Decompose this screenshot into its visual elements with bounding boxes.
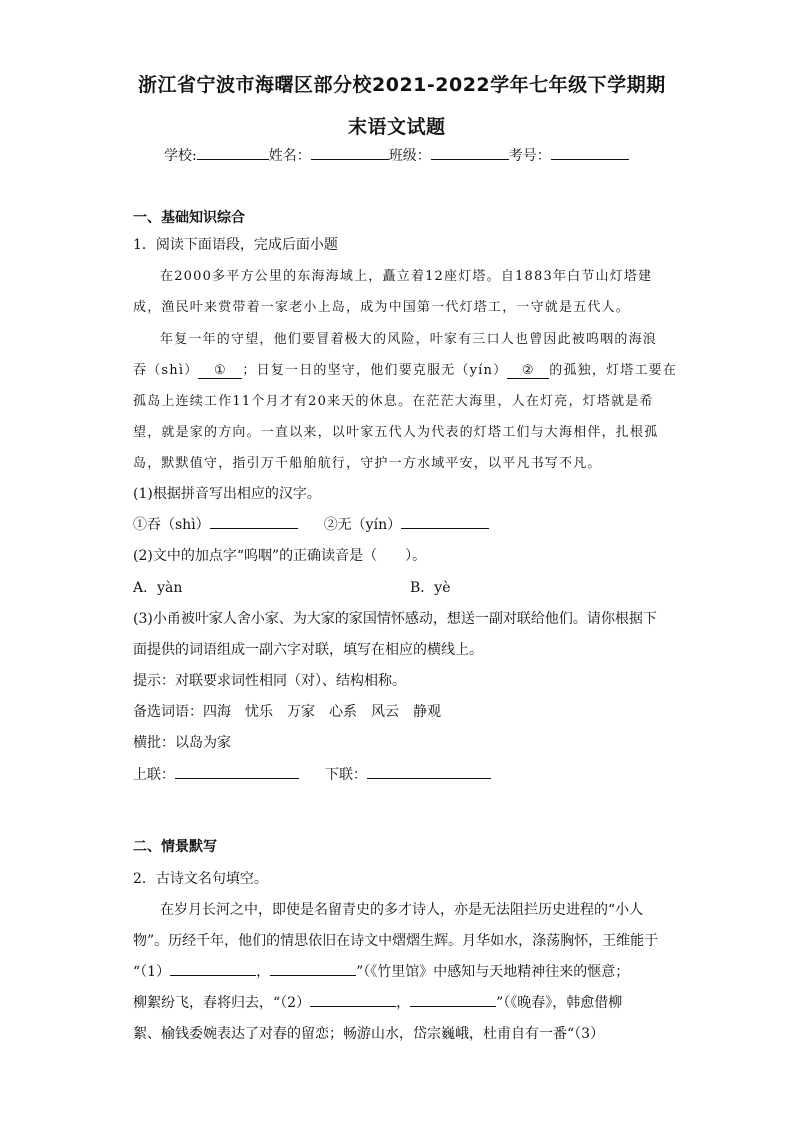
- number-blank[interactable]: [551, 145, 629, 160]
- sub-question-1: (1)根据拼音写出相应的汉字。: [133, 486, 321, 502]
- word-bank: 备选词语：四海 忧乐 万家 心系 风云 静观: [133, 704, 441, 720]
- section2-heading: 二、情景默写: [133, 839, 217, 855]
- shanglian-label: 上联：: [133, 767, 175, 783]
- blank-1-1[interactable]: [170, 961, 256, 976]
- q1-prompt: 1．阅读下面语段，完成后面小题: [133, 237, 338, 253]
- class-label: 班级：: [388, 148, 431, 164]
- sub1-a-label: ①吞（shì）: [133, 517, 210, 533]
- passage-p1-line1: 在2000多平方公里的东海海域上，矗立着12座灯塔。自1883年白节山灯塔建: [160, 269, 653, 284]
- q2-text-line3: [133, 961, 629, 981]
- passage-text: ；日复一日的坚守，他们要克服无（yín）: [242, 363, 508, 378]
- sub-question-2: (2)文中的加点字“呜咽”的正确读音是（ ）。: [133, 548, 427, 564]
- q2-text: ”（《晚春》，韩愈借柳: [496, 995, 623, 1011]
- couplet-row: [133, 764, 491, 784]
- page-title-line2: 末语文试题: [348, 116, 446, 138]
- student-info-row: [164, 145, 629, 165]
- name-blank[interactable]: [311, 145, 389, 160]
- passage-p2-line5: 岛，默默值守，指引万千船舶航行，守护一方水域平安，以平凡书写不凡。: [133, 456, 602, 471]
- blank-2-2[interactable]: [410, 992, 496, 1007]
- blank-2: ②: [507, 363, 549, 379]
- sub-question-3-line1: (3)小甬被叶家人舍小家、为大家的家国情怀感动，想送一副对联给他们。请你根据下: [133, 611, 657, 627]
- passage-p2-line1: 年复一年的守望，他们要冒着极大的风险，叶家有三口人也曾因此被呜咽的海浪: [160, 332, 658, 347]
- option-b[interactable]: B．yè: [410, 580, 451, 596]
- shanglian-blank[interactable]: [175, 764, 299, 779]
- page-title-line1: 浙江省宁波市海曙区部分校2021-2022学年七年级下学期期: [138, 74, 666, 96]
- blank-1-2[interactable]: [270, 961, 356, 976]
- section1-heading: 一、基础知识综合: [133, 210, 245, 226]
- blank-1: ①: [198, 363, 242, 379]
- passage-p1-line2: 成，渔民叶来赏带着一家老小上岛，成为中国第一代灯塔工，一守就是五代人。: [133, 300, 631, 315]
- q2-text-line1: 在岁月长河之中，即使是名留青史的多才诗人，亦是无法阻拦历史进程的“小人: [160, 902, 644, 918]
- q2-text: ”（《竹里馆》中感知与天地精神往来的惬意；: [356, 964, 630, 980]
- sub1-a-blank[interactable]: [210, 514, 298, 529]
- passage-p2-line2: [133, 359, 677, 379]
- hint-text: 提示：对联要求词性相同（对）、结构相称。: [133, 673, 406, 689]
- passage-p2-line3: 孤岛上连续工作11个月才有20来天的休息。在茫茫大海里，人在灯亮，灯塔就是希: [133, 394, 654, 409]
- passage-p2-line4: 望，就是家的方向。一直以来，以叶家五代人为代表的灯塔工们与大海相伴，扎根孤: [133, 425, 659, 440]
- number-label: 考号：: [508, 148, 551, 164]
- school-label: 学校:: [164, 148, 197, 164]
- q2-text: “（1）: [133, 964, 171, 980]
- passage-text: 吞（shì）: [133, 363, 199, 378]
- blank-2-1[interactable]: [310, 992, 396, 1007]
- sub1-answer-row: [133, 514, 489, 534]
- q2-text-line2: 物”。历经千年，他们的情思依旧在诗文中熠熠生辉。月华如水，涤荡胸怀，王维能于: [133, 933, 659, 949]
- q2-text-line5: 絮、榆钱委婉表达了对春的留恋；畅游山水，岱宗巍峨，杜甫自有一番“（3）: [133, 1026, 605, 1042]
- option-a[interactable]: A．yàn: [133, 580, 183, 596]
- passage-text: 的孤独，灯塔工要在: [549, 363, 678, 378]
- sub-question-3-line2: 面提供的词语组成一副六字对联，填写在相应的横线上。: [133, 642, 483, 658]
- xialian-blank[interactable]: [367, 764, 491, 779]
- xialian-label: 下联：: [325, 767, 367, 783]
- sub1-b-label: ②无（yín）: [323, 517, 402, 533]
- school-blank[interactable]: [197, 145, 269, 160]
- q2-text-line4: [133, 992, 622, 1012]
- q2-text: 柳絮纷飞，春将归去，“（2）: [133, 995, 311, 1011]
- q2-text: ，: [256, 964, 271, 980]
- hengpi: 横批：以岛为家: [133, 735, 231, 751]
- q2-prompt: 2．古诗文名句填空。: [133, 871, 268, 887]
- sub1-b-blank[interactable]: [401, 514, 489, 529]
- class-blank[interactable]: [431, 145, 509, 160]
- q2-text: ，: [396, 995, 411, 1011]
- name-label: 姓名：: [268, 148, 311, 164]
